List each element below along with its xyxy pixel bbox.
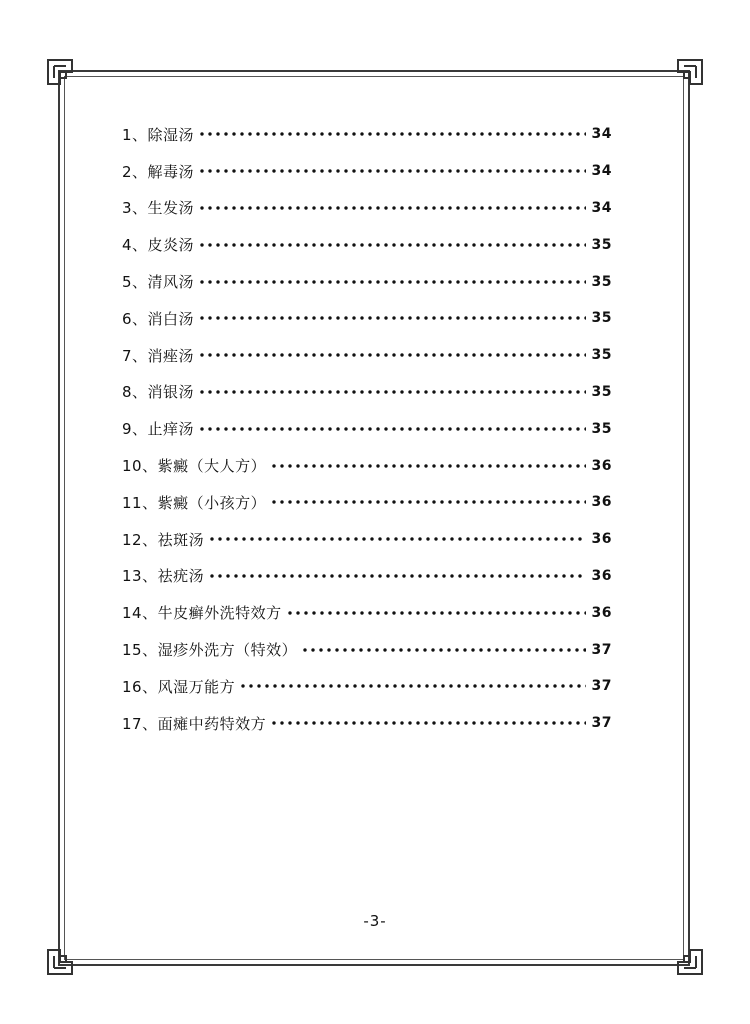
dot-leader — [270, 721, 585, 725]
toc-entry-page: 37 — [591, 715, 612, 732]
toc-entry[interactable] — [122, 226, 612, 263]
toc-entry-number: 5、 — [122, 273, 148, 292]
dot-leader — [198, 243, 585, 247]
toc-entry-title: 消痤汤 — [147, 346, 195, 365]
toc-entry-title: 风湿万能方 — [157, 677, 236, 696]
toc-entry-page: 34 — [591, 163, 612, 180]
toc-entry[interactable] — [122, 631, 612, 668]
dot-leader — [208, 537, 585, 541]
toc-entry-number: 12、 — [122, 530, 158, 549]
dot-leader — [198, 316, 585, 320]
toc-entry-number: 16、 — [122, 677, 158, 696]
toc-entry-page: 34 — [591, 126, 612, 143]
corner-ornament-bottom-left — [46, 946, 76, 976]
toc-entry-number: 10、 — [122, 457, 158, 476]
toc-entry[interactable] — [122, 484, 612, 521]
toc-entry-number: 3、 — [122, 199, 148, 218]
toc-entry-title: 紫癜（小孩方） — [157, 493, 267, 512]
toc-entry-page: 36 — [591, 567, 612, 584]
dot-leader — [198, 390, 585, 394]
toc-entry-number: 2、 — [122, 162, 148, 181]
toc-entry-page: 35 — [591, 236, 612, 253]
dot-leader — [286, 611, 586, 615]
toc-entry-number: 8、 — [122, 383, 148, 402]
toc-entry-page: 34 — [591, 199, 612, 216]
toc-entry-title: 止痒汤 — [147, 420, 195, 439]
corner-ornament-top-right — [674, 58, 704, 88]
toc-entry-title: 清风汤 — [147, 273, 195, 292]
toc-entry-page: 35 — [591, 310, 612, 327]
toc-entry-page: 35 — [591, 347, 612, 364]
toc-entry-title: 解毒汤 — [147, 162, 195, 181]
toc-entry-page: 37 — [591, 641, 612, 658]
dot-leader — [208, 574, 585, 578]
toc-entry-number: 17、 — [122, 714, 158, 733]
toc-entry-page: 36 — [591, 604, 612, 621]
toc-entry-title: 面瘫中药特效方 — [157, 714, 267, 733]
toc-entry[interactable] — [122, 190, 612, 227]
dot-leader — [270, 464, 585, 468]
toc-entry-number: 6、 — [122, 309, 148, 328]
toc-entry-page: 35 — [591, 420, 612, 437]
table-of-contents — [122, 116, 612, 742]
toc-entry[interactable] — [122, 300, 612, 337]
toc-entry-number: 9、 — [122, 420, 148, 439]
toc-entry[interactable] — [122, 521, 612, 558]
toc-entry[interactable] — [122, 594, 612, 631]
toc-entry[interactable] — [122, 337, 612, 374]
toc-entry-title: 牛皮癣外洗特效方 — [157, 604, 282, 623]
toc-entry-title: 消白汤 — [147, 309, 195, 328]
toc-entry-page: 36 — [591, 494, 612, 511]
toc-entry-page: 36 — [591, 531, 612, 548]
toc-entry-number: 11、 — [122, 493, 158, 512]
toc-entry-number: 13、 — [122, 567, 158, 586]
toc-entry-page: 35 — [591, 273, 612, 290]
toc-entry-title: 生发汤 — [147, 199, 195, 218]
toc-entry-title: 皮炎汤 — [147, 236, 195, 255]
corner-ornament-bottom-right — [674, 946, 704, 976]
dot-leader — [198, 132, 585, 136]
page-number: -3- — [363, 912, 387, 930]
toc-entry-title: 除湿汤 — [147, 125, 195, 144]
toc-entry[interactable] — [122, 668, 612, 705]
toc-entry[interactable] — [122, 410, 612, 447]
toc-entry-number: 14、 — [122, 604, 158, 623]
toc-entry-title: 消银汤 — [147, 383, 195, 402]
toc-entry-title: 祛斑汤 — [157, 530, 205, 549]
toc-entry[interactable] — [122, 153, 612, 190]
toc-entry-number: 15、 — [122, 641, 158, 660]
toc-entry[interactable] — [122, 558, 612, 595]
toc-entry[interactable] — [122, 374, 612, 411]
toc-entry-number: 4、 — [122, 236, 148, 255]
dot-leader — [301, 648, 585, 652]
dot-leader — [198, 206, 585, 210]
toc-entry-page: 37 — [591, 678, 612, 695]
dot-leader — [198, 169, 585, 173]
toc-entry[interactable] — [122, 263, 612, 300]
toc-entry-title: 紫癜（大人方） — [157, 457, 267, 476]
dot-leader — [270, 500, 585, 504]
toc-entry-title: 祛疣汤 — [157, 567, 205, 586]
toc-entry[interactable] — [122, 705, 612, 742]
dot-leader — [198, 280, 585, 284]
toc-entry-number: 7、 — [122, 346, 148, 365]
toc-entry[interactable] — [122, 447, 612, 484]
toc-entry-number: 1、 — [122, 125, 148, 144]
dot-leader — [198, 353, 585, 357]
dot-leader — [239, 684, 585, 688]
toc-entry-title: 湿疹外洗方（特效） — [157, 641, 298, 660]
toc-entry-page: 35 — [591, 383, 612, 400]
toc-entry[interactable] — [122, 116, 612, 153]
dot-leader — [198, 427, 585, 431]
toc-entry-page: 36 — [591, 457, 612, 474]
corner-ornament-top-left — [46, 58, 76, 88]
